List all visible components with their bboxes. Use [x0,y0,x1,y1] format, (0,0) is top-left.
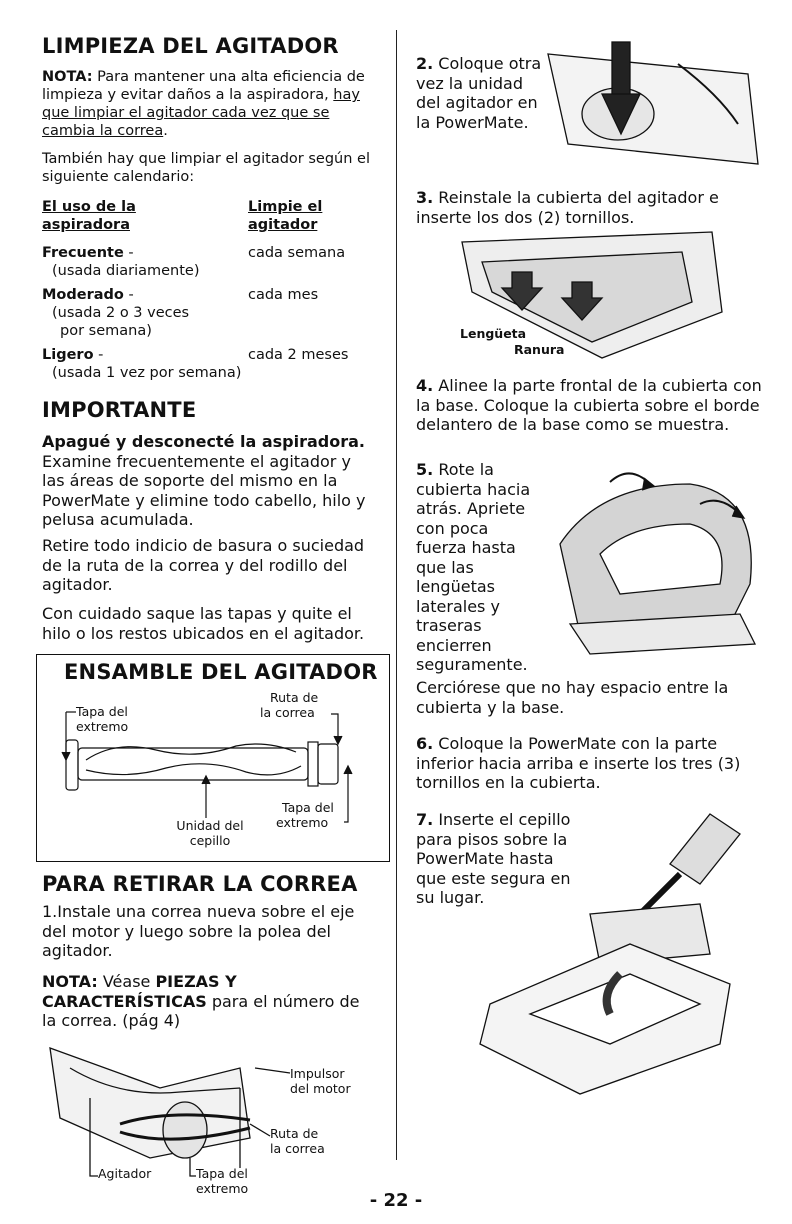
importante-title: IMPORTANTE [42,398,197,422]
label-line: la correa [270,1141,325,1156]
step-line: su lugar. [416,888,485,907]
limpieza-intro: También hay que limpiar el agitador según el siguiente calendario: [42,151,370,185]
row-label: Moderado [42,287,124,303]
step-line: vez la unidad [416,73,523,93]
label-line: cepillo [189,833,231,848]
step-line: encierren [416,635,492,655]
nota-text: Para mantener una alta eficiencia de limpieza y evitar daños a la aspiradora, [42,69,365,103]
step-line: traseras [416,616,482,635]
step-number: 4. [416,376,434,395]
importante-bold-lead: Apagué y desconecté la aspiradora. [42,432,366,451]
row-label: Frecuente [42,245,124,261]
step5-illustration [540,464,776,660]
step-line: del agitador en [416,93,538,112]
step5-note: Cerciórese que no hay espacio entre la cubierta y la base. [416,678,729,717]
label-line: extremo [196,1181,249,1196]
row-dash: - [93,347,104,363]
step-line: PowerMate hasta [416,849,554,868]
label-lengueta: Lengüeta [460,326,527,341]
label-line: extremo [76,719,129,734]
step-line: lengüetas [416,577,495,596]
nota-underlined: hay que limpiar el agitador cada vez que se cambia la correa [42,87,360,139]
nota-end: para el número de la correa. (pág 4) [42,991,360,1030]
col2-header-l1: Limpie el [248,199,323,215]
step7-illustration [470,804,760,1094]
row-dash: - [123,245,134,261]
step-body: Alinee la parte frontal de la cubierta con la base. Coloque la cubierta sobre el borde delantero de la base como se muestra. [416,376,762,434]
schedule-row-ligero [42,346,241,382]
step-number: 7. [416,810,434,829]
nota-label: NOTA: [42,972,98,991]
step-line: con poca [416,518,489,538]
step3-text [416,188,766,227]
label-line: Tapa del [282,800,334,815]
label-line: la correa [260,705,315,720]
label-line: del motor [290,1081,351,1096]
label-line: Impulsor [290,1066,345,1081]
label-line: extremo [276,815,329,830]
label-impulsor-del-motor [290,1066,351,1096]
row-sub: (usada diariamente) [52,263,200,279]
col2-header-l2: agitador [248,217,318,233]
step-line: fuerza hasta [416,538,516,557]
label-ruta-de-la-correa-2 [270,1126,325,1156]
step2-text [416,54,541,132]
col1-header-l2: aspiradora [42,217,130,233]
step5-text [416,460,530,675]
nota-end: . [163,123,168,139]
step-line: atrás. Apriete [416,499,526,518]
column-divider [396,30,397,1160]
importante-p3: Con cuidado saque las tapas y quite el hilo o los restos ubicados en el agitador. [42,604,365,643]
nota-label: NOTA: [42,69,93,85]
nota-mid: Véase [97,972,156,991]
page-number: - 22 - [369,1190,423,1211]
ensamble-title: ENSAMBLE DEL AGITADOR [64,660,378,684]
label-line: Tapa del [76,704,128,719]
label-unidad-del-cepillo [168,818,252,848]
limpieza-nota [42,68,372,140]
importante-p1 [42,432,378,530]
nota-bold: PIEZAS Y CARACTERÍSTICAS [42,972,237,1011]
retirar-title: PARA RETIRAR LA CORREA [42,872,358,896]
step6-text [416,734,772,793]
step3-illustration [452,232,732,362]
col1-header-l1: El uso de la [42,199,136,215]
retirar-step1: 1.Instale una correa nueva sobre el eje del motor y luego sobre la polea del agitador. [42,902,355,960]
step-line: que las [416,557,474,577]
importante-p1-rest: Examine frecuentemente el agitador y las áreas de soporte del mismo en la PowerMate y elimine todo cabello, hilo y pelusa acumulada. [42,451,366,529]
step4-text [416,376,770,435]
label-line: Tapa del [196,1166,248,1181]
step-body: Coloque la PowerMate con la parte inferior hacia arriba e inserte los tres (3) tornillos en la cubierta. [416,734,741,792]
label-agitador: Agitador [98,1166,152,1181]
row-value-frecuente: cada semana [248,245,346,261]
label-line: Ruta de [270,1126,319,1141]
agitator-assembly-illustration [56,700,356,820]
step-number: 2. [416,54,434,73]
schedule-row-moderado [42,286,189,340]
row-dash: - [123,287,134,303]
row-label: Ligero [42,347,94,363]
importante-p2: Retire todo indicio de basura o suciedad de la ruta de la correa y del rodillo del agitador. [42,536,365,594]
step-line: Rote la [438,460,494,479]
schedule-row-frecuente [42,244,199,280]
retirar-nota [42,972,378,1031]
row-sub: (usada 1 vez por semana) [52,365,242,381]
step-number: 6. [416,734,434,753]
step-line: cubierta hacia [416,479,531,499]
step-line: Inserte el cepillo [438,810,571,829]
limpieza-title: LIMPIEZA DEL AGITADOR [42,34,339,58]
row-sub: (usada 2 o 3 veces [52,305,190,321]
row-value-ligero: cada 2 meses [248,347,349,363]
step-line: laterales y [416,596,500,616]
step-line: Coloque otra [433,54,542,73]
label-line: Unidad del [176,818,244,833]
step-line: que este segura en [416,868,571,888]
label-ranura: Ranura [514,342,565,357]
step-line: para pisos sobre la [416,829,568,849]
label-line: Ruta de [270,690,319,705]
step-line: seguramente. [416,655,528,674]
belt-removal-illustration [40,1028,380,1188]
step-number: 5. [416,460,434,479]
row-sub2: por semana) [60,323,152,339]
step-body: Reinstale la cubierta del agitador e inserte los dos (2) tornillos. [416,188,719,227]
step-number: 3. [416,188,434,207]
step-line: la PowerMate. [416,112,529,132]
step2-illustration [548,34,758,174]
row-value-moderado: cada mes [248,287,319,303]
